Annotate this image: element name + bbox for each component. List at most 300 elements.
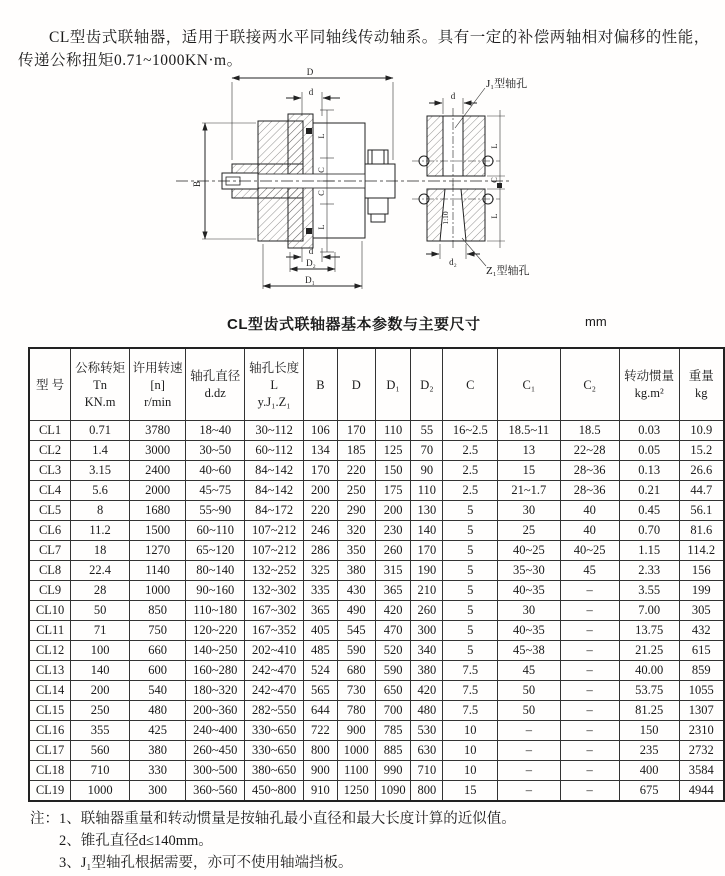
- table-cell: 180~320: [186, 681, 245, 701]
- table-cell: 660: [130, 641, 186, 661]
- table-cell: 2.5: [443, 481, 498, 501]
- table-cell: 11.2: [71, 521, 130, 541]
- table-cell: CL3: [29, 461, 71, 481]
- table-cell: 260~450: [186, 741, 245, 761]
- table-cell: 45~38: [498, 641, 560, 661]
- table-cell: 40: [560, 521, 619, 541]
- table-cell: 565: [304, 681, 338, 701]
- table-body: [29, 421, 724, 802]
- table-cell: 350: [337, 541, 375, 561]
- table-cell: 1500: [130, 521, 186, 541]
- table-cell: 850: [130, 601, 186, 621]
- table-cell: 0.71: [71, 421, 130, 441]
- table-cell: 53.75: [619, 681, 679, 701]
- table-cell: 3000: [130, 441, 186, 461]
- table-cell: 0.05: [619, 441, 679, 461]
- table-cell: 167~302: [245, 601, 304, 621]
- table-cell: 5: [443, 521, 498, 541]
- table-cell: 156: [679, 561, 724, 581]
- table-cell: 10: [443, 741, 498, 761]
- table-cell: 630: [411, 741, 443, 761]
- table-cell: 320: [337, 521, 375, 541]
- dim-C-lower-label: C: [316, 190, 326, 196]
- table-cell: 330~650: [245, 721, 304, 741]
- table-cell: –: [498, 741, 560, 761]
- unit-label: mm: [585, 314, 607, 329]
- table-cell: –: [560, 581, 619, 601]
- table-row: [29, 481, 724, 501]
- table-cell: 380: [130, 741, 186, 761]
- table-row: [29, 601, 724, 621]
- table-cell: 150: [619, 721, 679, 741]
- table-cell: 524: [304, 661, 338, 681]
- table-cell: CL4: [29, 481, 71, 501]
- table-cell: 16~2.5: [443, 421, 498, 441]
- table-cell: 140: [71, 661, 130, 681]
- table-cell: 1680: [130, 501, 186, 521]
- table-cell: 250: [337, 481, 375, 501]
- table-cell: 10: [443, 721, 498, 741]
- note-line-1: [30, 808, 710, 830]
- table-cell: 5: [443, 561, 498, 581]
- table-cell: 114.2: [679, 541, 724, 561]
- table-cell: 0.45: [619, 501, 679, 521]
- table-cell: 282~550: [245, 701, 304, 721]
- table-cell: 50: [498, 681, 560, 701]
- table-cell: –: [560, 601, 619, 621]
- table-cell: 210: [411, 581, 443, 601]
- table-cell: 3584: [679, 761, 724, 781]
- table-cell: 530: [411, 721, 443, 741]
- table-cell: 45~75: [186, 481, 245, 501]
- table-cell: –: [498, 761, 560, 781]
- table-cell: 120~220: [186, 621, 245, 641]
- taper-label: 1:10: [441, 211, 450, 225]
- table-cell: 132~302: [245, 581, 304, 601]
- table-cell: 405: [304, 621, 338, 641]
- table-cell: 13.75: [619, 621, 679, 641]
- table-cell: 490: [337, 601, 375, 621]
- table-cell: 45: [498, 661, 560, 681]
- table-cell: 134: [304, 441, 338, 461]
- table-row: [29, 781, 724, 802]
- right-dim-L-bottom-label: L: [489, 213, 499, 219]
- table-cell: 100: [71, 641, 130, 661]
- table-cell: 55: [411, 421, 443, 441]
- right-dim-dz-label: d₂: [449, 257, 457, 267]
- table-cell: 167~352: [245, 621, 304, 641]
- table-cell: 40~60: [186, 461, 245, 481]
- table-row: [29, 421, 724, 441]
- table-cell: 250: [71, 701, 130, 721]
- table-cell: 190: [411, 561, 443, 581]
- table-cell: 30: [498, 501, 560, 521]
- table-cell: 590: [375, 661, 411, 681]
- table-cell: –: [560, 781, 619, 802]
- table-cell: 650: [375, 681, 411, 701]
- table-cell: 18.5: [560, 421, 619, 441]
- table-cell: CL1: [29, 421, 71, 441]
- table-cell: 110: [411, 481, 443, 501]
- table-cell: 615: [679, 641, 724, 661]
- table-cell: 81.25: [619, 701, 679, 721]
- table-cell: 40~25: [498, 541, 560, 561]
- table-cell: 675: [619, 781, 679, 802]
- dim-d-bottom-label: d: [308, 246, 314, 256]
- table-cell: 242~470: [245, 681, 304, 701]
- table-cell: CL12: [29, 641, 71, 661]
- table-cell: 18~40: [186, 421, 245, 441]
- table-cell: CL6: [29, 521, 71, 541]
- table-cell: 1000: [130, 581, 186, 601]
- column-header: 重量 kg: [679, 348, 724, 421]
- table-cell: 30~112: [245, 421, 304, 441]
- table-cell: 400: [619, 761, 679, 781]
- table-cell: 365: [375, 581, 411, 601]
- table-cell: 800: [304, 741, 338, 761]
- table-cell: 10.9: [679, 421, 724, 441]
- table-cell: 220: [304, 501, 338, 521]
- table-cell: 2.33: [619, 561, 679, 581]
- table-cell: 380: [411, 661, 443, 681]
- table-cell: 325: [304, 561, 338, 581]
- table-cell: 2000: [130, 481, 186, 501]
- table-cell: CL14: [29, 681, 71, 701]
- table-cell: 200~360: [186, 701, 245, 721]
- table-cell: CL13: [29, 661, 71, 681]
- column-header: D₁: [375, 348, 411, 421]
- table-cell: 470: [375, 621, 411, 641]
- table-cell: 340: [411, 641, 443, 661]
- table-cell: 84~172: [245, 501, 304, 521]
- column-header: C: [443, 348, 498, 421]
- table-cell: 560: [71, 741, 130, 761]
- table-cell: 485: [304, 641, 338, 661]
- note-text-2: 2、锥孔直径d≤140mm。: [59, 833, 213, 849]
- table-cell: 305: [679, 601, 724, 621]
- table-cell: 425: [130, 721, 186, 741]
- table-cell: 4944: [679, 781, 724, 802]
- table-cell: 60~112: [245, 441, 304, 461]
- note-text-1: 1、联轴器重量和转动惯量是按轴孔最小直径和最大长度计算的近似值。: [59, 811, 516, 827]
- table-cell: CL19: [29, 781, 71, 802]
- column-header: 轴孔直径 d.dz: [186, 348, 245, 421]
- table-cell: –: [560, 761, 619, 781]
- table-cell: 84~142: [245, 481, 304, 501]
- table-cell: 56.1: [679, 501, 724, 521]
- parameters-table: [28, 347, 725, 802]
- dim-D-label: D: [306, 67, 314, 77]
- table-cell: 420: [411, 681, 443, 701]
- table-cell: 35~30: [498, 561, 560, 581]
- table-cell: 90: [411, 461, 443, 481]
- table-cell: 81.6: [679, 521, 724, 541]
- table-cell: 0.13: [619, 461, 679, 481]
- table-row: [29, 561, 724, 581]
- table-cell: 365: [304, 601, 338, 621]
- table-cell: 600: [130, 661, 186, 681]
- table-cell: CL2: [29, 441, 71, 461]
- table-cell: 50: [71, 601, 130, 621]
- table-cell: 5.6: [71, 481, 130, 501]
- table-cell: 644: [304, 701, 338, 721]
- note-text-3: 3、J₁型轴孔根据需要，亦可不使用轴端挡板。: [59, 855, 353, 871]
- right-dim-C-label: C: [489, 177, 499, 183]
- table-cell: 1000: [71, 781, 130, 802]
- table-row: [29, 741, 724, 761]
- table-cell: 5: [443, 641, 498, 661]
- dim-d-top-label: d: [308, 87, 314, 97]
- table-cell: 235: [619, 741, 679, 761]
- table-cell: 260: [411, 601, 443, 621]
- table-cell: CL9: [29, 581, 71, 601]
- table-cell: 910: [304, 781, 338, 802]
- table-cell: 290: [337, 501, 375, 521]
- table-cell: 15: [443, 781, 498, 802]
- table-cell: 900: [304, 761, 338, 781]
- table-cell: 107~212: [245, 541, 304, 561]
- table-cell: 110: [375, 421, 411, 441]
- column-header: D₂: [411, 348, 443, 421]
- table-cell: CL8: [29, 561, 71, 581]
- table-cell: 0.21: [619, 481, 679, 501]
- table-cell: 40: [560, 501, 619, 521]
- table-cell: 520: [375, 641, 411, 661]
- table-cell: –: [498, 721, 560, 741]
- table-cell: –: [560, 621, 619, 641]
- right-dim-d-label: d: [450, 91, 456, 101]
- table-cell: 1000: [337, 741, 375, 761]
- table-cell: CL15: [29, 701, 71, 721]
- table-cell: 22~28: [560, 441, 619, 461]
- notes: [30, 808, 710, 874]
- table-cell: 15.2: [679, 441, 724, 461]
- table-cell: 5: [443, 541, 498, 561]
- table-cell: 780: [337, 701, 375, 721]
- table-cell: 300: [411, 621, 443, 641]
- table-cell: 130: [411, 501, 443, 521]
- table-cell: 200: [71, 681, 130, 701]
- table-cell: 40~25: [560, 541, 619, 561]
- table-cell: 107~212: [245, 521, 304, 541]
- table-cell: 330~650: [245, 741, 304, 761]
- table-cell: 2400: [130, 461, 186, 481]
- table-cell: 50: [498, 701, 560, 721]
- table-cell: 355: [71, 721, 130, 741]
- table-cell: 7.5: [443, 661, 498, 681]
- table-cell: 990: [375, 761, 411, 781]
- table-cell: CL11: [29, 621, 71, 641]
- table-cell: 220: [337, 461, 375, 481]
- table-cell: 360~560: [186, 781, 245, 802]
- table-cell: 710: [71, 761, 130, 781]
- table-cell: CL10: [29, 601, 71, 621]
- table-cell: 7.00: [619, 601, 679, 621]
- table-cell: 380~650: [245, 761, 304, 781]
- table-cell: 2310: [679, 721, 724, 741]
- table-cell: CL17: [29, 741, 71, 761]
- note-line-2: [30, 830, 710, 852]
- table-cell: 28~36: [560, 461, 619, 481]
- z1-hole-label: Z₁型轴孔: [486, 265, 530, 277]
- table-cell: 750: [130, 621, 186, 641]
- table-cell: 480: [411, 701, 443, 721]
- column-header: 轴孔长度 L y.J₁.Z₁: [245, 348, 304, 421]
- table-cell: 1090: [375, 781, 411, 802]
- table-cell: 1.15: [619, 541, 679, 561]
- table-cell: 0.03: [619, 421, 679, 441]
- column-header: C₁: [498, 348, 560, 421]
- table-cell: 335: [304, 581, 338, 601]
- table-cell: 84~142: [245, 461, 304, 481]
- table-cell: 40~35: [498, 621, 560, 641]
- table-cell: 28~36: [560, 481, 619, 501]
- table-cell: 175: [375, 481, 411, 501]
- coupling-drawing-svg: [0, 66, 725, 306]
- right-dim-L-top-label: L: [489, 143, 499, 149]
- dim-L-upper-label: L: [316, 133, 326, 139]
- column-header: D: [337, 348, 375, 421]
- table-cell: 45: [560, 561, 619, 581]
- table-row: [29, 521, 724, 541]
- table-cell: 1270: [130, 541, 186, 561]
- table-cell: 90~160: [186, 581, 245, 601]
- table-row: [29, 501, 724, 521]
- table-cell: 22.4: [71, 561, 130, 581]
- table-cell: 140~250: [186, 641, 245, 661]
- table-cell: CL7: [29, 541, 71, 561]
- table-row: [29, 461, 724, 481]
- table-cell: 18.5~11: [498, 421, 560, 441]
- table-cell: 65~120: [186, 541, 245, 561]
- table-cell: 700: [375, 701, 411, 721]
- table-title: CL型齿式联轴器基本参数与主要尺寸: [227, 316, 481, 333]
- table-cell: 80~140: [186, 561, 245, 581]
- table-cell: 450~800: [245, 781, 304, 802]
- table-cell: 1100: [337, 761, 375, 781]
- table-cell: –: [560, 721, 619, 741]
- table-cell: 40.00: [619, 661, 679, 681]
- table-cell: 199: [679, 581, 724, 601]
- table-cell: 13: [498, 441, 560, 461]
- table-row: [29, 441, 724, 461]
- table-cell: 170: [337, 421, 375, 441]
- table-cell: 170: [411, 541, 443, 561]
- column-header: 型 号: [29, 348, 71, 421]
- table-cell: 30: [498, 601, 560, 621]
- table-cell: –: [560, 701, 619, 721]
- table-cell: 432: [679, 621, 724, 641]
- table-cell: 5: [443, 601, 498, 621]
- table-cell: 3.15: [71, 461, 130, 481]
- table-cell: 7.5: [443, 681, 498, 701]
- table-cell: 242~470: [245, 661, 304, 681]
- table-cell: 28: [71, 581, 130, 601]
- table-cell: 230: [375, 521, 411, 541]
- table-cell: 545: [337, 621, 375, 641]
- table-cell: 1140: [130, 561, 186, 581]
- table-row: [29, 721, 724, 741]
- table-cell: 785: [375, 721, 411, 741]
- table-cell: 800: [411, 781, 443, 802]
- table-cell: 140: [411, 521, 443, 541]
- table-cell: 885: [375, 741, 411, 761]
- table-cell: 200: [304, 481, 338, 501]
- table-cell: 315: [375, 561, 411, 581]
- table-cell: 10: [443, 761, 498, 781]
- table-row: [29, 581, 724, 601]
- column-header: B: [304, 348, 338, 421]
- table-cell: 0.70: [619, 521, 679, 541]
- table-cell: 2732: [679, 741, 724, 761]
- table-cell: 286: [304, 541, 338, 561]
- table-cell: 8: [71, 501, 130, 521]
- column-header: 转动惯量 kg.m²: [619, 348, 679, 421]
- table-cell: 150: [375, 461, 411, 481]
- table-row: [29, 621, 724, 641]
- column-header: 许用转速 [n] r/min: [130, 348, 186, 421]
- table-cell: 55~90: [186, 501, 245, 521]
- table-cell: 1307: [679, 701, 724, 721]
- table-cell: 680: [337, 661, 375, 681]
- column-header: 公称转矩 Tn KN.m: [71, 348, 130, 421]
- table-cell: –: [560, 661, 619, 681]
- dim-D1-label: D₁: [305, 275, 315, 285]
- table-cell: 132~252: [245, 561, 304, 581]
- table-cell: 160~280: [186, 661, 245, 681]
- table-cell: 260: [375, 541, 411, 561]
- table-cell: 44.7: [679, 481, 724, 501]
- table-cell: 202~410: [245, 641, 304, 661]
- table-cell: 30~50: [186, 441, 245, 461]
- table-cell: 25: [498, 521, 560, 541]
- table-cell: 5: [443, 581, 498, 601]
- table-header: [29, 348, 724, 421]
- note-line-3: [30, 852, 710, 874]
- table-cell: 15: [498, 461, 560, 481]
- table-cell: 21.25: [619, 641, 679, 661]
- table-cell: –: [560, 741, 619, 761]
- table-cell: 590: [337, 641, 375, 661]
- table-cell: 60~110: [186, 521, 245, 541]
- table-cell: –: [560, 681, 619, 701]
- table-cell: 170: [304, 461, 338, 481]
- notes-prefix: 注：: [30, 811, 59, 827]
- table-row: [29, 541, 724, 561]
- table-cell: 430: [337, 581, 375, 601]
- table-cell: 240~400: [186, 721, 245, 741]
- intro-paragraph: CL型齿式联轴器，适用于联接两水平同轴线传动轴系。具有一定的补偿两轴相对偏移的性能，传递公称扭矩0.71~1000KN·m。: [18, 28, 710, 69]
- table-cell: 3.55: [619, 581, 679, 601]
- table-cell: 200: [375, 501, 411, 521]
- table-cell: 26.6: [679, 461, 724, 481]
- table-cell: 420: [375, 601, 411, 621]
- table-cell: 2.5: [443, 441, 498, 461]
- table-cell: 722: [304, 721, 338, 741]
- coupling-technical-drawing: [0, 66, 725, 306]
- table-cell: 1055: [679, 681, 724, 701]
- table-cell: 900: [337, 721, 375, 741]
- table-cell: 70: [411, 441, 443, 461]
- dim-D2-label: D₂: [306, 258, 316, 268]
- dim-B-label: B: [192, 180, 202, 188]
- table-cell: 300~500: [186, 761, 245, 781]
- table-cell: 71: [71, 621, 130, 641]
- table-cell: 540: [130, 681, 186, 701]
- table-title-row: [0, 313, 725, 335]
- table-cell: 40~35: [498, 581, 560, 601]
- table-cell: 18: [71, 541, 130, 561]
